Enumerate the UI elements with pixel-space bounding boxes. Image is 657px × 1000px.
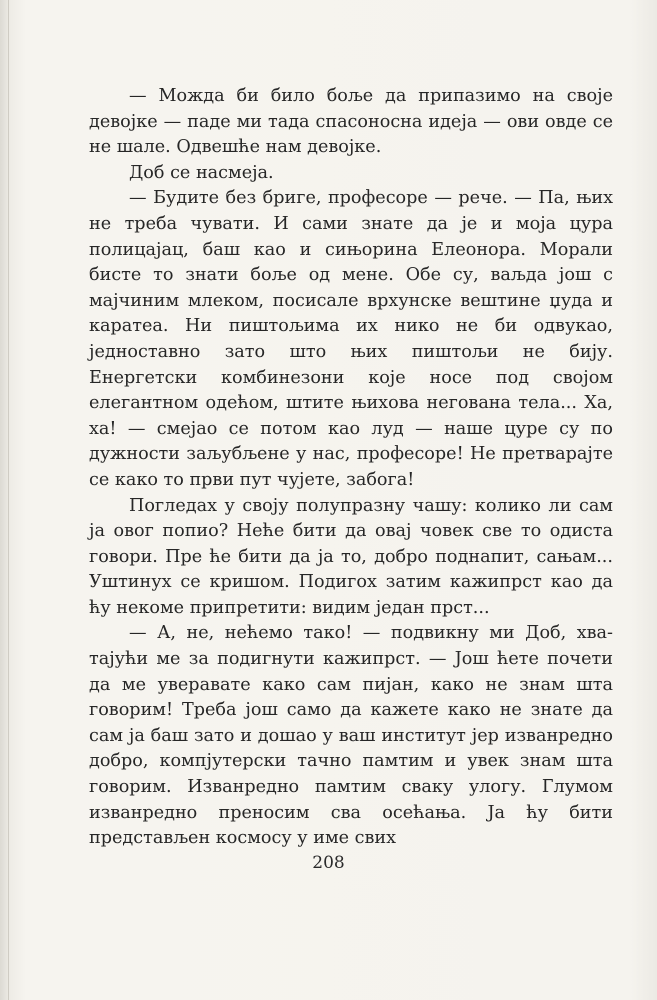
paragraph: Погледах у своју полупразну чашу: колико ли сам ја овог попио? Неће бити да овај човек све то одиста говори. Пре ће бити да ја то, добро поднапит, сањам... Уштинух се кришом. Подигох затим кажипрст као да ћу некоме припретити: видим један прст...	[89, 495, 613, 618]
binding-edge	[8, 0, 9, 1000]
paragraph: — Можда би било боље да припазимо на своје девојке — паде ми тада спасоносна идеја — ови овде се не шале. Одвешће нам девојке.	[89, 86, 613, 158]
paragraph: Доб се насмеја.	[129, 162, 274, 183]
body-text	[89, 84, 613, 852]
paragraph: — Будите без бриге, професоре — рече. — Па, њих не треба чувати. И сами знате да је и моја цура полицајац, баш као и сињорина Елеонора. Морали бисте то знати боље од мене. Обе су, ваљда још с мајчиним млеком, посисале врхунске вештине џуда и каратеа. Ни пиштољима их нико не би одвукао, једноставно зато што њих пиштољи не бију. Енергетски комбинезони које носе под својом елегантном одећом, штите њихова негована тела... Ха, ха! — смејао се потом као луд — наше цуре су по дужности заљубљене у нас, професоре! Не претварајте се како то први пут чујете, забога!	[89, 188, 613, 490]
page-number: 208	[312, 853, 345, 873]
paragraph: — А, не, нећемо тако! — подвикну ми Доб, хватајући ме за подигнути кажипрст. — Још ћете почети да ме уверавате како сам пијан, како не знам шта говорим! Треба још само да кажете како не знате да сам ја баш зато и дошао у ваш институт јер изванредно добро, компјутерски тачно памтим и увек знам шта говорим. Изванредно памтим сваку улогу. Глумом изванредно преносим сва осећања. Ја ћу бити представљен космосу у име свих	[89, 623, 613, 849]
